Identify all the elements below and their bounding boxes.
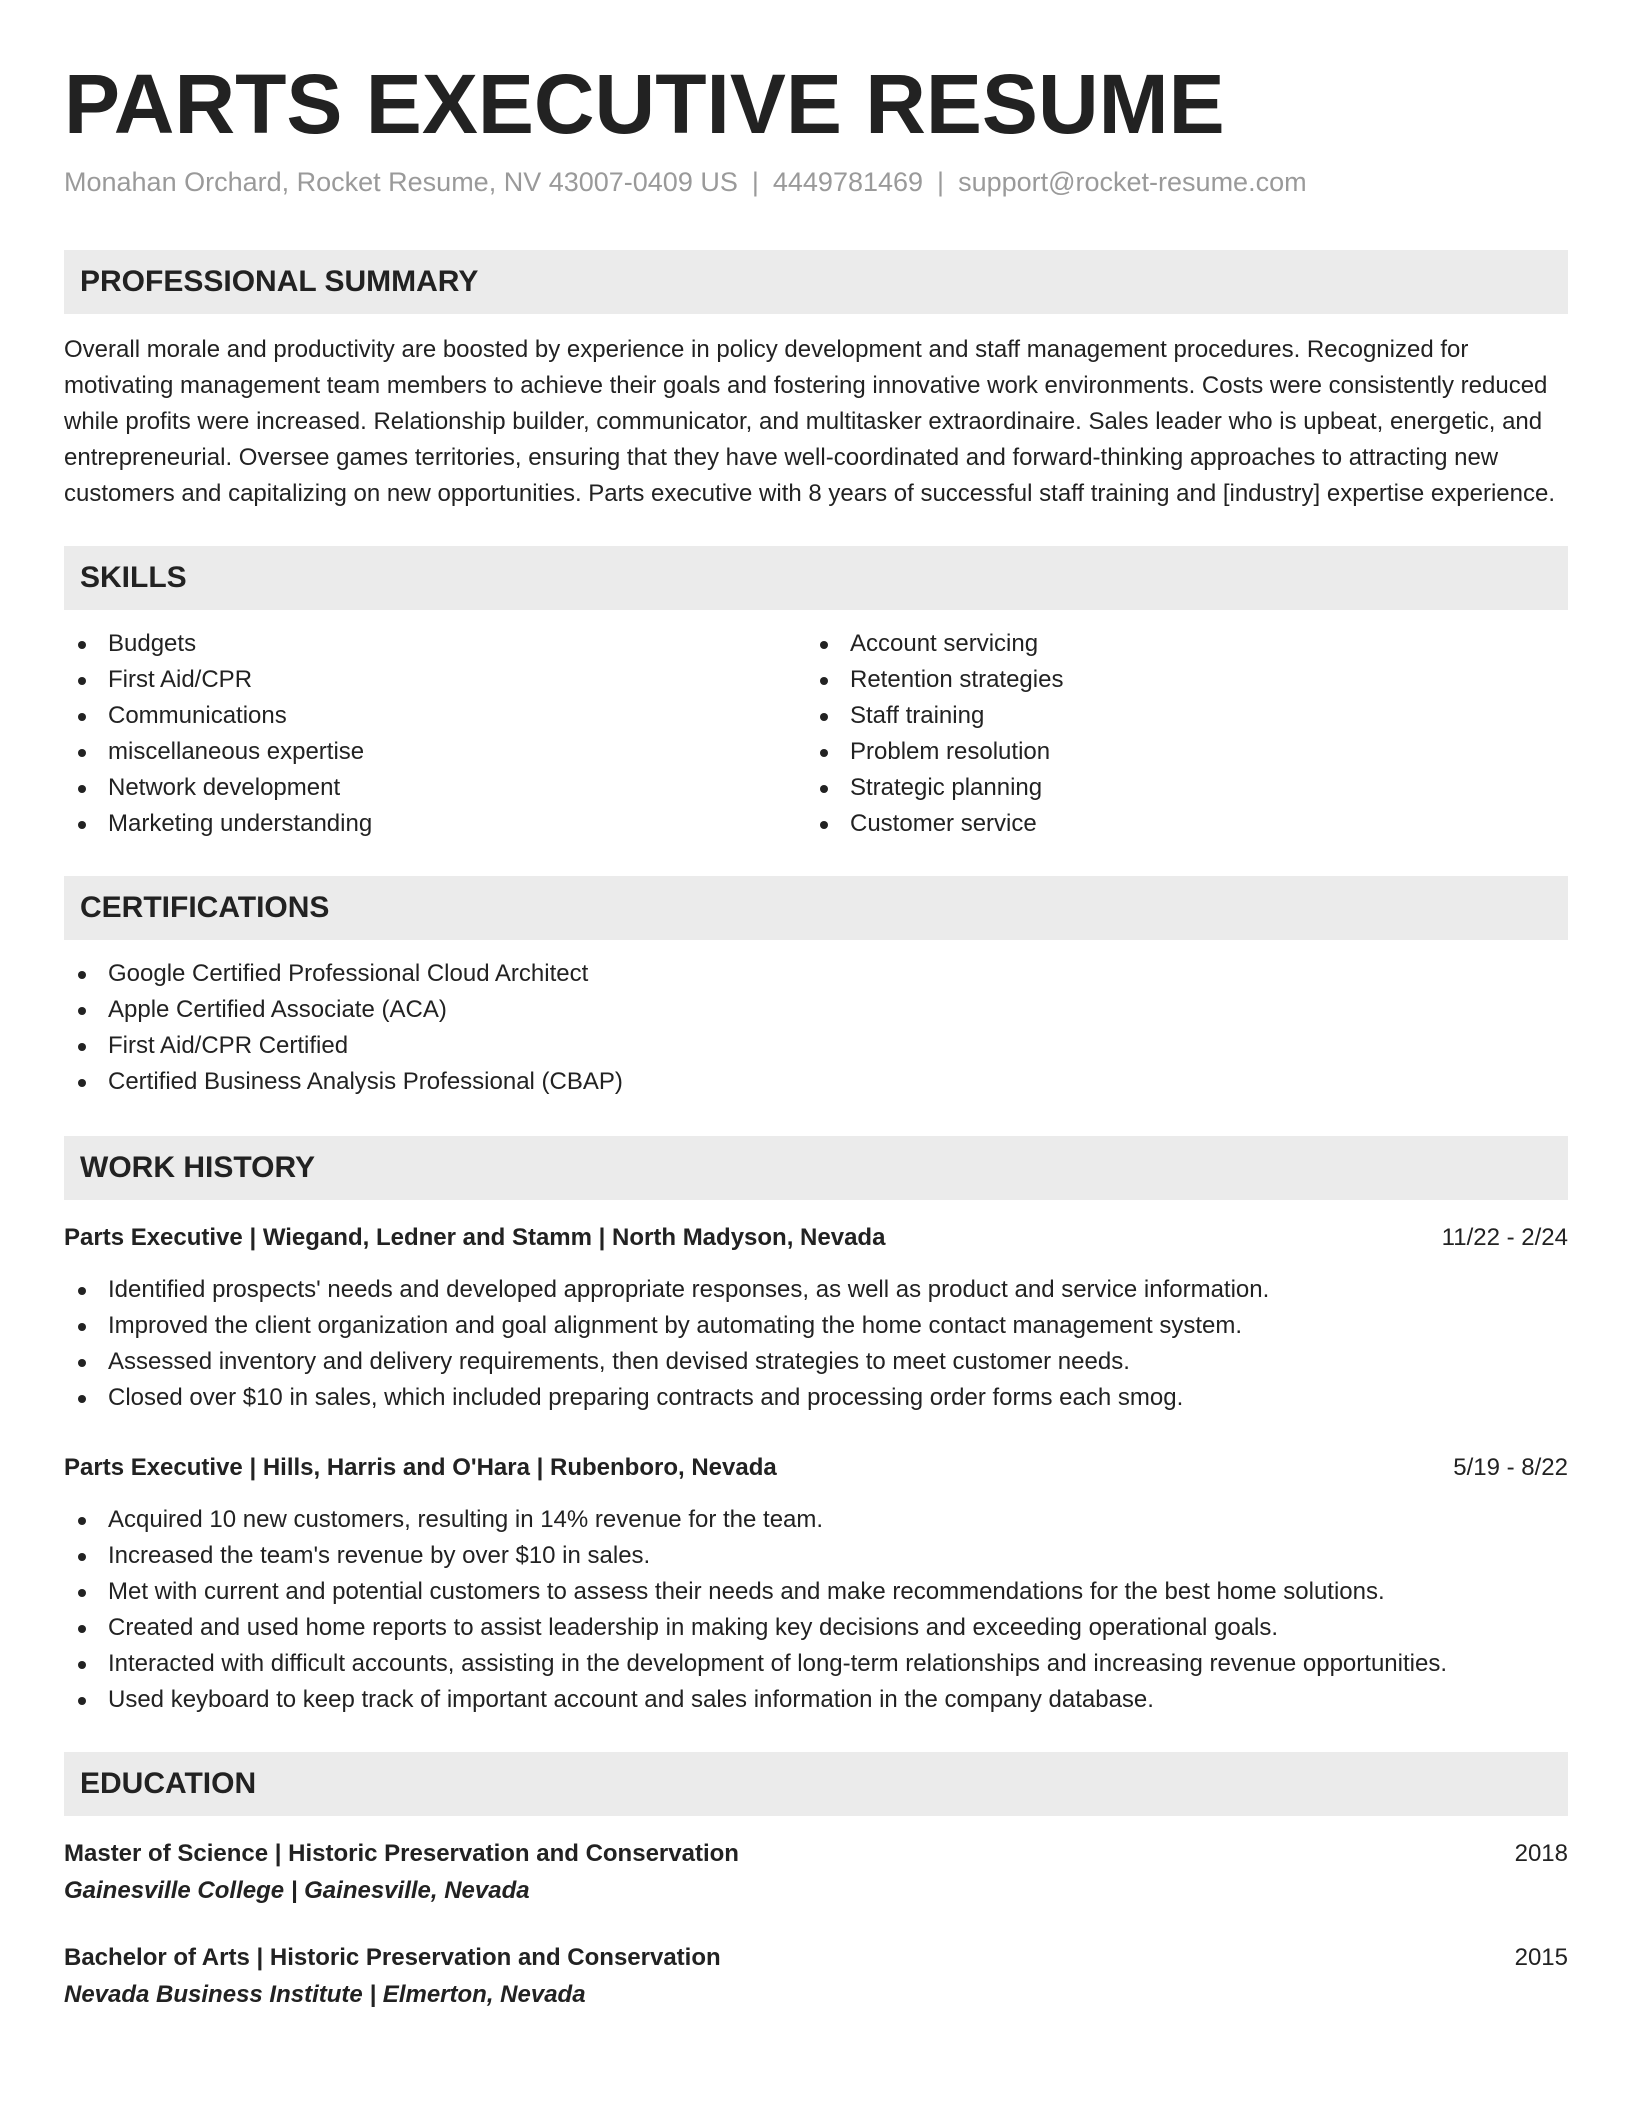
job-bullets xyxy=(64,1272,1568,1416)
resume-page xyxy=(64,56,1568,2014)
graduation-year: 2018 xyxy=(1514,1840,1568,1867)
skill-item: Retention strategies xyxy=(806,662,1548,698)
school: Gainesville College | Gainesville, Nevada xyxy=(64,1877,530,1904)
work-history-section xyxy=(64,1136,1568,1718)
education-section xyxy=(64,1752,1568,2014)
job-bullet: Created and used home reports to assist leadership in making key decisions and exceeding operational goals. xyxy=(64,1610,1568,1646)
job-entry xyxy=(64,1220,1568,1416)
degree: Bachelor of Arts | Historic Preservation and Conservation xyxy=(64,1944,721,1971)
job-bullet: Identified prospects' needs and developed appropriate responses, as well as product and service information. xyxy=(64,1272,1568,1308)
certifications-list xyxy=(64,956,1568,1100)
education-entry xyxy=(64,1836,1568,1910)
contact-separator: | xyxy=(937,167,945,197)
skill-item: Customer service xyxy=(806,806,1548,842)
education-header xyxy=(64,1940,1568,1976)
skill-item: Network development xyxy=(64,770,806,806)
certification-item: Google Certified Professional Cloud Architect xyxy=(64,956,1568,992)
job-bullet: Assessed inventory and delivery requirements, then devised strategies to meet customer needs. xyxy=(64,1344,1568,1380)
school: Nevada Business Institute | Elmerton, Nevada xyxy=(64,1981,586,2008)
skill-item: Problem resolution xyxy=(806,734,1548,770)
education-entry xyxy=(64,1940,1568,2014)
skills-grid xyxy=(64,626,1568,842)
section-heading: CERTIFICATIONS xyxy=(64,876,1568,940)
job-bullets xyxy=(64,1502,1568,1718)
job-dates: 5/19 - 8/22 xyxy=(1453,1454,1568,1481)
graduation-year: 2015 xyxy=(1514,1944,1568,1971)
skills-list-left xyxy=(64,626,806,842)
job-bullet: Acquired 10 new customers, resulting in 14% revenue for the team. xyxy=(64,1502,1568,1538)
certification-item: Certified Business Analysis Professional (CBAP) xyxy=(64,1064,1568,1100)
certification-item: Apple Certified Associate (ACA) xyxy=(64,992,1568,1028)
skill-item: Marketing understanding xyxy=(64,806,806,842)
job-title: Parts Executive | Wiegand, Ledner and Stamm | North Madyson, Nevada xyxy=(64,1224,886,1251)
skill-item: Strategic planning xyxy=(806,770,1548,806)
job-entry xyxy=(64,1450,1568,1718)
skill-item: miscellaneous expertise xyxy=(64,734,806,770)
skill-item: Budgets xyxy=(64,626,806,662)
skills-section xyxy=(64,546,1568,842)
job-dates: 11/22 - 2/24 xyxy=(1441,1224,1568,1251)
contact-address: Monahan Orchard, Rocket Resume, NV 43007-0409 US xyxy=(64,167,738,197)
education-header xyxy=(64,1836,1568,1872)
section-heading: PROFESSIONAL SUMMARY xyxy=(64,250,1568,314)
contact-separator: | xyxy=(751,167,759,197)
job-bullet: Interacted with difficult accounts, assisting in the development of long-term relationships and increasing revenue opportunities. xyxy=(64,1646,1568,1682)
degree: Master of Science | Historic Preservation and Conservation xyxy=(64,1840,739,1867)
job-bullet: Improved the client organization and goal alignment by automating the home contact management system. xyxy=(64,1308,1568,1344)
contact-line xyxy=(64,164,1568,200)
job-bullet: Closed over $10 in sales, which included preparing contracts and processing order forms each smog. xyxy=(64,1380,1568,1416)
contact-phone: 4449781469 xyxy=(772,167,924,197)
section-heading: SKILLS xyxy=(64,546,1568,610)
resume-title: PARTS EXECUTIVE RESUME xyxy=(64,57,1225,151)
skills-list-right xyxy=(806,626,1548,842)
certification-item: First Aid/CPR Certified xyxy=(64,1028,1568,1064)
section-heading: EDUCATION xyxy=(64,1752,1568,1816)
summary-text: Overall morale and productivity are boosted by experience in policy development and staff management procedures. Recognized for motivating management team members to achieve their goals and fostering innovative work environments. Costs were consistently reduced while profits were increased. Relationship builder, communicator, and multitasker extraordinaire. Sales leader who is upbeat, energetic, and entrepreneurial. Oversee games territories, ensuring that they have well-coordinated and forward-thinking approaches to attracting new customers and capitalizing on new opportunities. Parts executive with 8 years of successful staff training and [industry] expertise experience. xyxy=(64,336,1555,507)
skill-item: Communications xyxy=(64,698,806,734)
contact-email[interactable]: support@rocket-resume.com xyxy=(958,167,1307,197)
skill-item: First Aid/CPR xyxy=(64,662,806,698)
job-title: Parts Executive | Hills, Harris and O'Hara | Rubenboro, Nevada xyxy=(64,1454,777,1481)
job-bullet: Increased the team's revenue by over $10 in sales. xyxy=(64,1538,1568,1574)
job-bullet: Used keyboard to keep track of important account and sales information in the company database. xyxy=(64,1682,1568,1718)
skill-item: Account servicing xyxy=(806,626,1548,662)
certifications-section xyxy=(64,876,1568,1100)
skill-item: Staff training xyxy=(806,698,1548,734)
section-heading: WORK HISTORY xyxy=(64,1136,1568,1200)
job-bullet: Met with current and potential customers to assess their needs and make recommendations for the best home solutions. xyxy=(64,1574,1568,1610)
job-header xyxy=(64,1220,1568,1256)
professional-summary-section xyxy=(64,250,1568,512)
job-header xyxy=(64,1450,1568,1486)
